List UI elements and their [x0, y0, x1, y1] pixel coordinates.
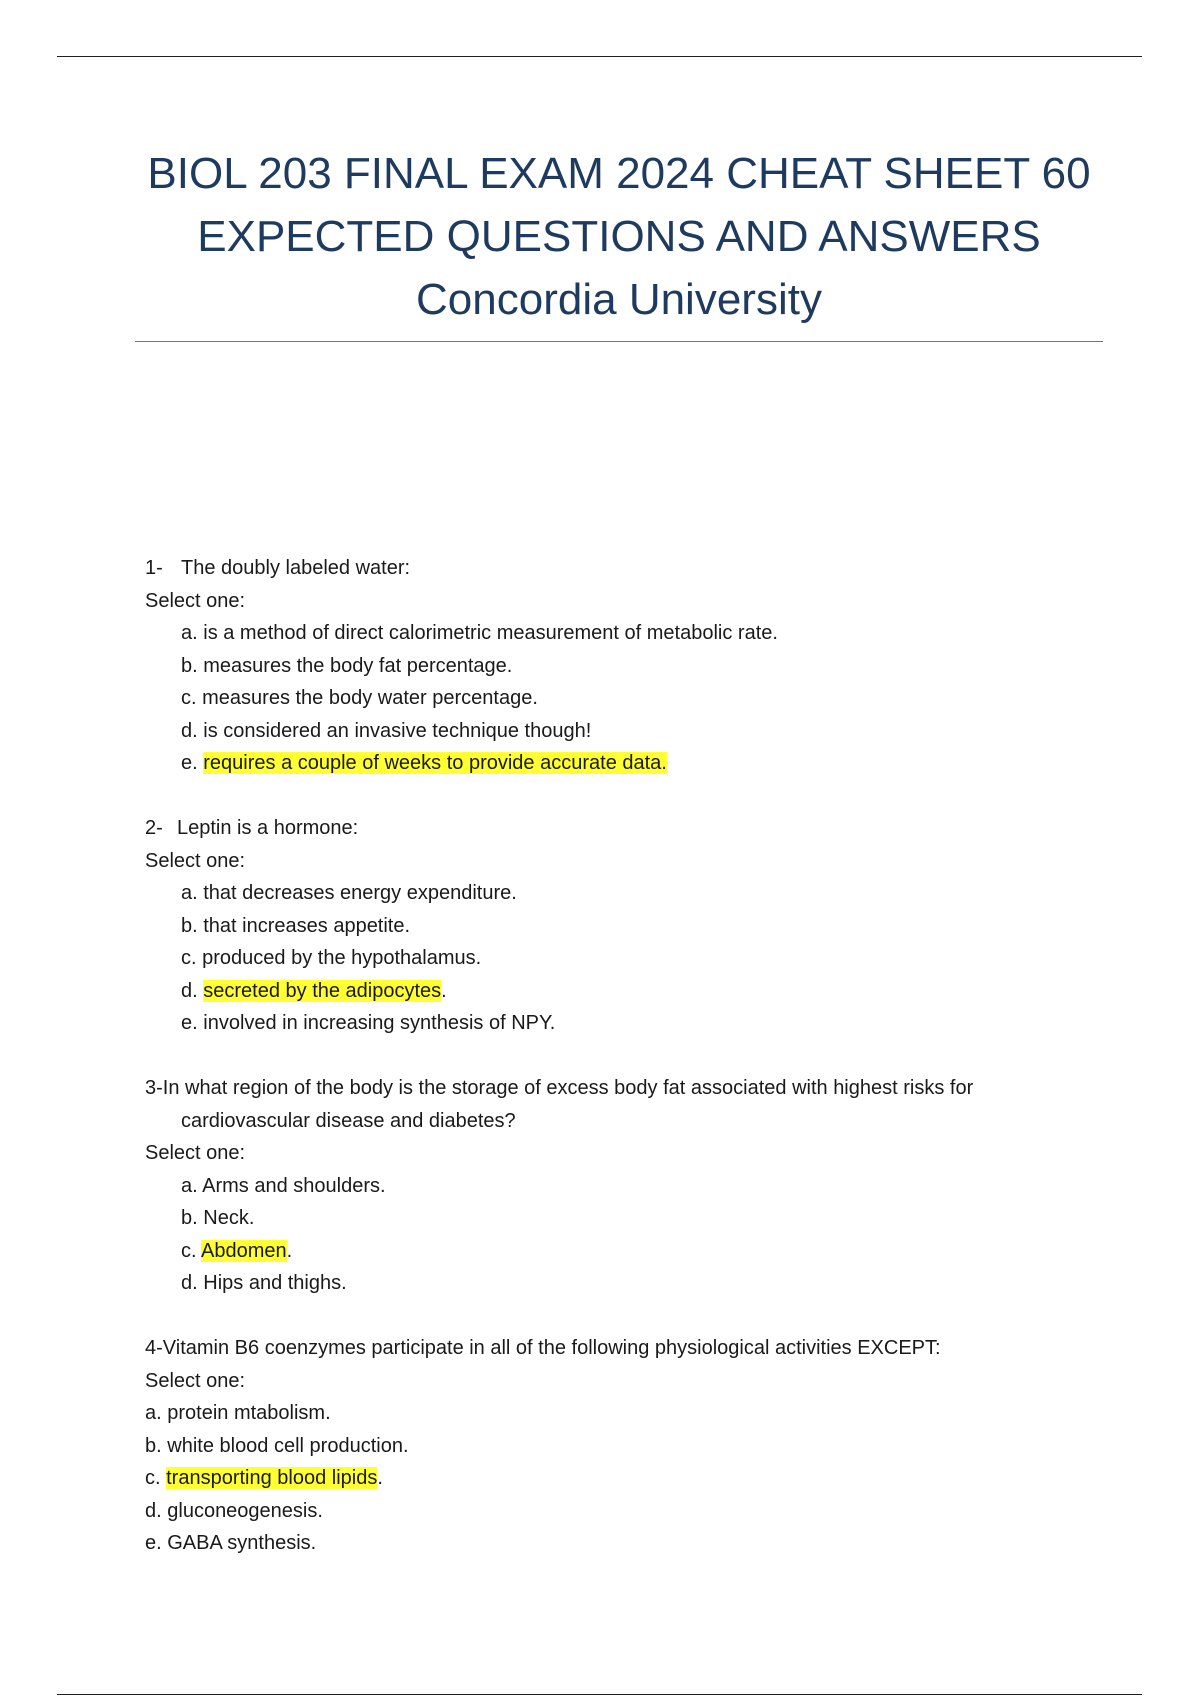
select-one-label: Select one: [145, 849, 246, 872]
header-rule [57, 56, 1142, 57]
title-line-3: Concordia University [416, 275, 822, 324]
title-underline [135, 341, 1103, 342]
option-e-correct: e. requires a couple of weeks to provide accurate data. [181, 752, 667, 774]
question-text: Leptin is a hormone: [177, 817, 359, 839]
question-text: The doubly labeled water: [181, 557, 411, 579]
title-line-2: EXPECTED QUESTIONS AND ANSWERS [197, 212, 1041, 261]
question-number: 4- [145, 1337, 163, 1359]
option-a: a. is a method of direct calorimetric measurement of metabolic rate. [181, 622, 778, 644]
question-text: Vitamin B6 coenzymes participate in all of the following physiological activities EXCEPT: [162, 1337, 941, 1359]
question-text-line-2: cardiovascular disease and diabetes? [181, 1109, 516, 1132]
option-e: e. GABA synthesis. [145, 1532, 317, 1554]
option-d-correct: d. secreted by the adipocytes. [181, 979, 447, 1002]
option-b: b. measures the body fat percentage. [181, 654, 513, 677]
option-a: a. protein mtabolism. [145, 1402, 331, 1424]
title-line-1: BIOL 203 FINAL EXAM 2024 CHEAT SHEET 60 [147, 149, 1091, 198]
answer-highlight: Abdomen [201, 1239, 287, 1262]
question-number: 3- [145, 1077, 163, 1099]
question-3 [145, 1072, 1105, 1300]
footer-rule [57, 1694, 1142, 1695]
option-a: a. Arms and shoulders. [181, 1174, 386, 1197]
option-e: e. involved in increasing synthesis of NPY. [181, 1012, 556, 1034]
option-c: c. produced by the hypothalamus. [181, 947, 482, 969]
option-a: a. that decreases energy expenditure. [181, 882, 517, 904]
option-b: b. white blood cell production. [145, 1434, 409, 1457]
question-number: 1- [145, 557, 163, 579]
option-d: d. Hips and thighs. [181, 1272, 347, 1294]
question-1 [145, 552, 1105, 780]
select-one-label: Select one: [145, 589, 246, 612]
option-c-correct: c. Abdomen. [181, 1239, 293, 1262]
select-one-label: Select one: [145, 1142, 246, 1164]
answer-highlight: requires a couple of weeks to provide accurate data. [203, 752, 667, 774]
option-b: b. that increases appetite. [181, 914, 411, 937]
option-d: d. is considered an invasive technique though! [181, 719, 592, 742]
question-4 [145, 1332, 1105, 1560]
question-list [145, 552, 1105, 1592]
select-one-label: Select one: [145, 1369, 246, 1392]
document-title [135, 142, 1103, 331]
question-2 [145, 812, 1105, 1040]
option-d: d. gluconeogenesis. [145, 1499, 323, 1522]
question-text-line-1: In what region of the body is the storage of excess body fat associated with highest risks for [162, 1077, 974, 1099]
answer-highlight: transporting blood lipids [166, 1467, 378, 1489]
option-b: b. Neck. [181, 1207, 255, 1229]
option-c: c. measures the body water percentage. [181, 687, 538, 709]
answer-highlight: secreted by the adipocytes [203, 979, 442, 1002]
question-number: 2- [145, 817, 163, 839]
option-c-correct: c. transporting blood lipids. [145, 1467, 383, 1489]
